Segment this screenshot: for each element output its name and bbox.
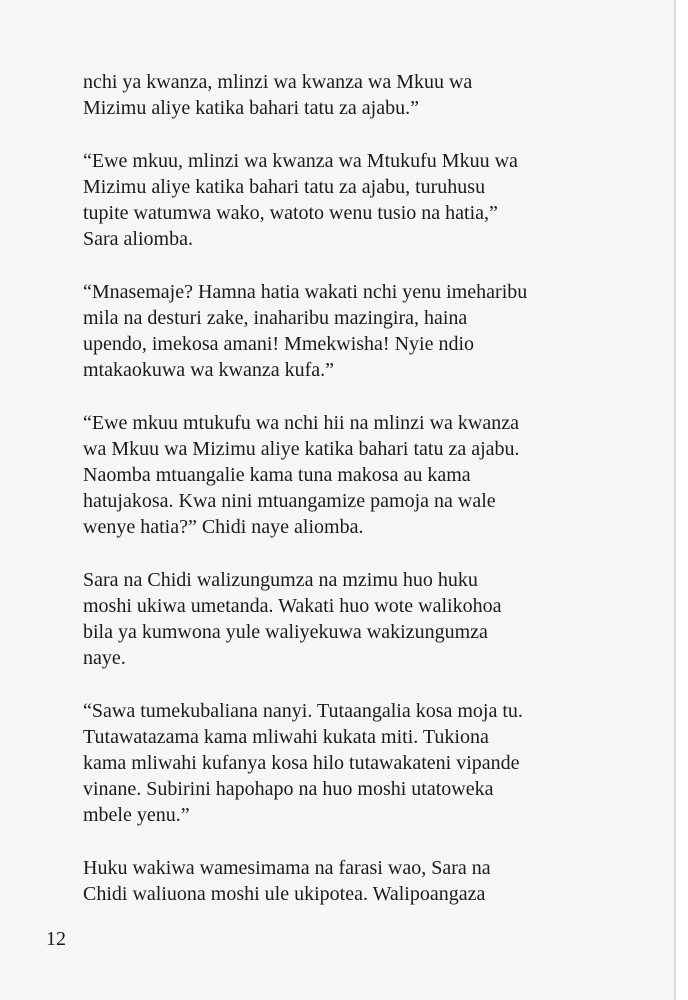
paragraph: Sara na Chidi walizungumza na mzimu huo huku moshi ukiwa umetanda. Wakati huo wote walikohoa bila ya kumwona yule waliyekuwa wakizungumza naye. [83,569,502,669]
page-body-text [83,69,643,934]
paragraph: “Sawa tumekubaliana nanyi. Tutaangalia kosa moja tu. Tutawatazama kama mliwahi kukata miti. Tukiona kama mliwahi kufanya kosa hilo tutawakateni vipande vinane. Subirini hapohapo na huo moshi utatoweka mbele yenu.” [83,700,523,826]
paragraph: “Mnasemaje? Hamna hatia wakati nchi yenu imeharibu mila na desturi zake, inaharibu mazingira, haina upendo, imekosa amani! Mmekwisha! Nyie ndio mtakaokuwa wa kwanza kufa.” [83,281,528,381]
page-margin-edge [676,0,688,1000]
paragraph: “Ewe mkuu, mlinzi wa kwanza wa Mtukufu Mkuu wa Mizimu aliye katika bahari tatu za ajabu, turuhusu tupite watumwa wako, watoto wenu tusio na hatia,” Sara aliomba. [83,150,518,250]
paragraph: “Ewe mkuu mtukufu wa nchi hii na mlinzi wa kwanza wa Mkuu wa Mizimu aliye katika bahari tatu za ajabu. Naomba mtuangalie kama tuna makosa au kama hatujakosa. Kwa nini mtuangamize pamoja na wale wenye hatia?” Chidi naye aliomba. [83,412,520,538]
paragraph: nchi ya kwanza, mlinzi wa kwanza wa Mkuu wa Mizimu aliye katika bahari tatu za ajabu.” [83,71,473,119]
page-number: 12 [46,928,66,950]
paragraph: Huku wakiwa wamesimama na farasi wao, Sara na Chidi waliuona moshi ule ukipotea. Walipoangaza [83,857,491,905]
